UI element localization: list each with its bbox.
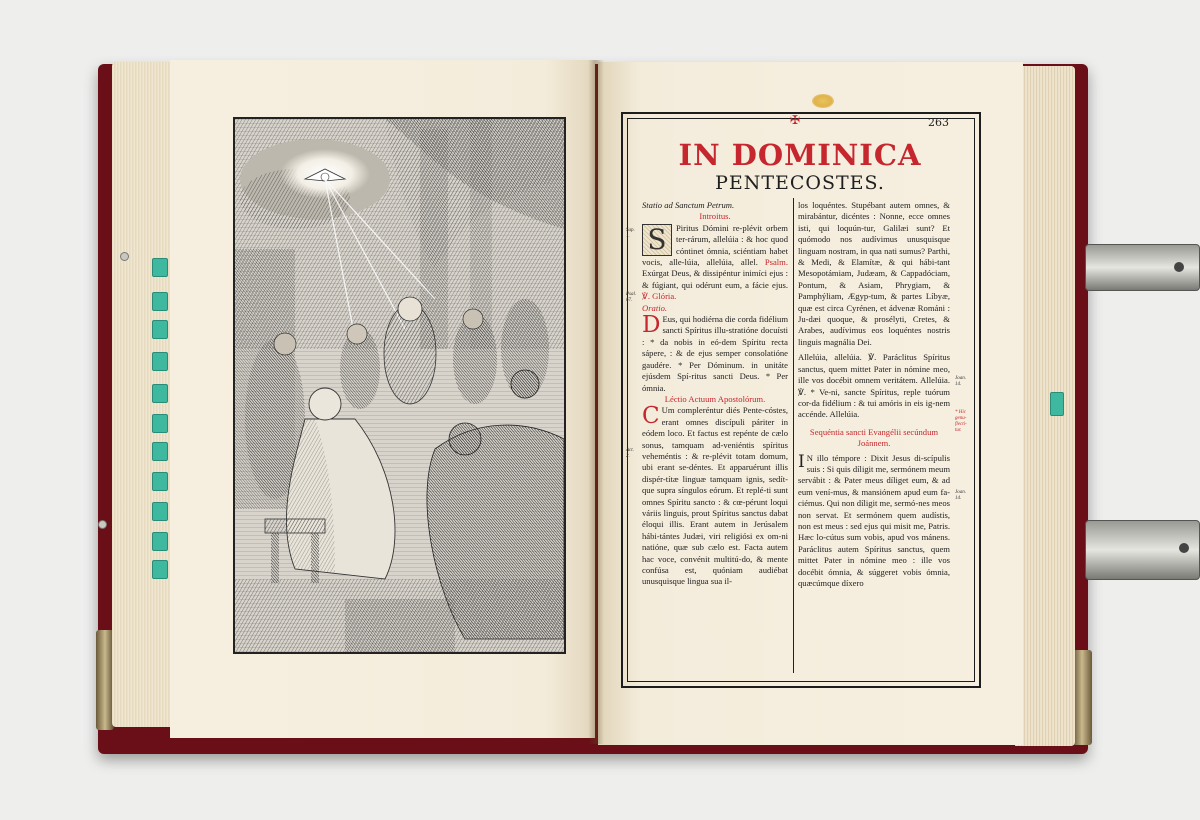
page-tab — [152, 442, 168, 461]
ornamental-initial: S — [642, 224, 672, 256]
page-tab — [152, 292, 168, 311]
page-tab — [152, 384, 168, 403]
gospel-paragraph: I N illo témpore : Dixit Jesus di-scípulis suis : Si quis díligit me, sermónem meum servábit : & Pater meus díliget eum, & ad eum vení-mus, & mansiónem apud eum fa-ciémus. Qui non díligit me, sermó-nes meos non servat. Et sermónem quem audístis, non est meus : sed ejus qui misit me, Patris. Hæc lo-cútus sum vobis, apud vos mánens. Paráclitus autem Spíritus sanctus, quem mittet Pater in nómine meo : ille vos docébit ómnia, & súggeret vobis ómnia, quæcúmque díxero — [798, 451, 950, 588]
cross-mark: ✠ — [790, 113, 801, 127]
page-block-right — [1015, 66, 1075, 746]
page-title: IN DOMINICA — [678, 138, 922, 172]
page-tab — [152, 502, 168, 521]
margin-note-psal: Psal. 67. — [626, 292, 637, 303]
margin-note-joan: Joan. 14. — [955, 376, 966, 387]
page-tab — [152, 258, 168, 277]
page-number: 263 — [928, 116, 949, 129]
station-line: Statio ad Sanctum Petrum. — [642, 200, 735, 210]
margin-note-genuflect: * Hic genu-flecti-tur. — [955, 410, 967, 433]
page-tab — [152, 320, 168, 339]
page-tab — [152, 352, 168, 371]
margin-note-sap: Sap. 1. — [626, 228, 635, 239]
page-tab — [152, 532, 168, 551]
cover-stud — [120, 252, 129, 261]
pentecost-engraving — [233, 117, 566, 654]
alleluia-paragraph: Allelúia, allelúia. ℣. Paráclitus Spíritus sanctus, quem mittet Pater in nómine meo, ille vos docébit omnem veritátem. Allelúia. ℣. * Ve-ni, sancte Spíritus, reple tuórum cor-da fidélium : & tui amóris in eis ig-nem accénde. Allelúia. — [798, 352, 950, 420]
book-gutter — [588, 60, 604, 744]
cover-stud — [98, 520, 107, 529]
lectio-paragraph: C Um compleréntur diés Pente-cóstes, erant omnes discípuli páriter in eódem loco. Et factus est repénte de cælo sonus, tamquam ad-veniéntis spíritus veheméntis : & re-plévit totam domum, ubi erant se-déntes. Et apparuérunt illis dispér-títæ linguæ tamquam ignis, sedít-que supra síngulos eórum. Et replé-ti sunt omnes Spíritu sancto : & cœ-pérunt loqui váriis linguis, prout Spíritus sanctus dabat éloqui illis. Erant autem in Jerúsalem hábi-tántes Judæi, viri religiósi ex om-ni natióne, quæ sub cælo est. Facta autem hac voce, convénit multitú-do, & mente confúsa est, quóniam audiébat unusquisque lingua sua il- — [642, 403, 788, 587]
metal-clasp-lower — [1085, 520, 1200, 580]
text-column-right — [798, 200, 950, 589]
drop-initial: D — [642, 312, 661, 339]
text-column-left — [642, 200, 788, 588]
page-tab — [152, 472, 168, 491]
psalm-label: Psalm. — [764, 257, 788, 268]
oratio-heading: Oratio. — [642, 302, 668, 313]
oratio-paragraph: D Eus, qui hodiérna die corda fidélium sancti Spíritus illu-stratióne docuísti : * da nobis in eó-dem Spíritu recta sápere, : & de ejus semper consolatióne gaudére. * Per Dóminum. in unitáte ejúsdem Spí-ritus sancti Deus. * Per ómnia. — [642, 312, 788, 393]
margin-note-joan: Joan. 14. — [955, 490, 966, 501]
lectio-heading: Léctio Actuum Apostolórum. — [664, 393, 766, 404]
page-tab — [152, 560, 168, 579]
column-rule — [793, 198, 794, 673]
page-tab — [1050, 392, 1064, 416]
introitus-paragraph: S Piritus Dómini re-plévit orbem ter-rárum, allelúia : & hoc quod cóntinet ómnia, sciéntiam habet vocis, alle-lúia, allelúia, allel. Psalm. Exúrgat Deus, & dissipéntur inimíci ejus : & fúgiant, qui odérunt eum, a fácie ejus. ℣. Glória. — [642, 222, 788, 302]
drop-initial: C — [642, 403, 660, 430]
drop-initial: I — [798, 451, 805, 472]
page-tab — [152, 414, 168, 433]
wax-stain — [812, 94, 834, 108]
introitus-heading: Introitus. — [699, 211, 731, 222]
margin-note-act: Act. 2. — [626, 448, 634, 459]
sequentia-heading: Sequéntia sancti Evangélii secúndum Joánnem. — [809, 426, 939, 449]
lectio-continued: los loquéntes. Stupébant autem omnes, & mirabántur, dicéntes : Nonne, ecce omnes isti, qui loquún-tur, Galilæi sunt? Et quómodo nos audívimus unusquisque linguam nostram, in qua nati sumus? Parthi, & Medi, & Elamítæ, & qui hábi-tant Mesopotámiam, Judæam, & Cappadóciam, Pontum, & Asiam, Phrygiam, & Pamphýliam, Ægyp-tum, & partes Líbyæ, quæ est circa Cyrénen, et ádvenæ Románi : Ju-dæi quoque, & prosélyti, Cretes, & Arabes, audívimus eos loquéntes nostris linguis magnália Dei. — [798, 200, 950, 347]
gloria-versicle: ℣. Glória. — [642, 291, 677, 302]
page-subtitle: PENTECOSTES. — [715, 172, 885, 194]
metal-clasp-upper — [1085, 244, 1200, 291]
brass-corner-right — [1072, 650, 1092, 745]
